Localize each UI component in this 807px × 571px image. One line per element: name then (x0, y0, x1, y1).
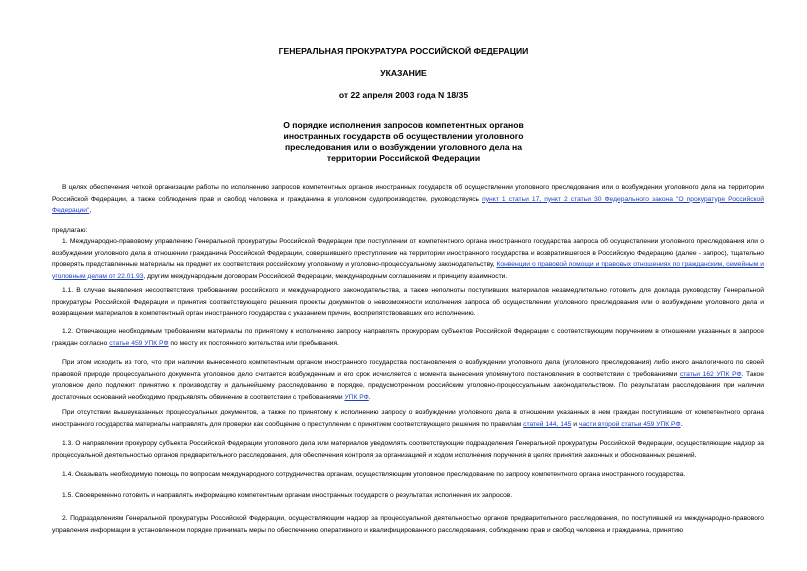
upk-article-459-part2-link[interactable]: части второй статьи 459 УПК РФ (578, 420, 681, 428)
paragraph-1: 1. Международно-правовому управлению Генеральной прокуратуры Российской Федерации при поступлении от компетентного органа иностранного государства запроса об осуществлении уголовного преследования или о возбуждении уголовного дела в отношении гражданина Российской Федерации, совершившего преступление на территории иностранного государства и возвратившегося в Российскую Федерацию (далее - запрос), тщательно проверять представленные материалы на предмет их соответствия российскому уголовному и уголовно-процессуальному законодательству, Конвенции о правовой помощи и правовых отношениях по гражданским, семейным и уголовным делам от 22.01.93, другим международным договорам Российской Федерации, международным соглашениям и принципу взаимности. (52, 238, 764, 280)
law-on-prosecution-link[interactable]: пункт 1 статьи 17, пункт 2 статьи 30 Федерального закона "О прокуратуре Российской Федерации" (52, 195, 764, 214)
paragraph-1-1: 1.1. В случае выявления несоответствия требованиям российского и международного законодательства, а также неполноты поступивших материалов незамедлительно готовить для доклада руководству Генеральной прокуратуры Российской Федерации и принятия соответствующего решения проекты документов о невозможности исполнения запроса об осуществлении уголовного преследования или о возбуждении уголовного дела и возвращении материалов в компетентный орган иностранного государства с указанием причин, воспрепятствовавших его исполнению. (52, 287, 764, 317)
upk-link[interactable]: УПК РФ (344, 393, 369, 401)
doc-title-line: территории Российской Федерации (326, 153, 481, 163)
upk-article-459-link[interactable]: статье 459 УПК РФ (109, 339, 169, 347)
paragraph-absence: При отсутствии вышеуказанных процессуальных документов, а также по принятому к исполнению запросу о возбуждении уголовного дела в отношении указанных в нем граждан поступившие от компетентного органа иностранного государства материалы направлять для проверки как сообщение о преступлении с принятием соответствующего решения по правилам статей 144, 145 и части второй статьи 459 УПК РФ. (52, 409, 764, 428)
doc-date-number: от 22 апреля 2003 года N 18/35 (338, 90, 469, 100)
paragraph-1-3: 1.3. О направлении прокурору субъекта Российской Федерации уголовного дела или материалов уведомлять соответствующие подразделения Генеральной прокуратуры Российской Федерации, осуществляющие надзор за процессуальной деятельностью органов предварительного расследования, для обеспечения контроля за организацией и ходом исполнения поручения в целях принятия законных и обоснованных решений. (52, 440, 764, 459)
convention-link[interactable]: Конвенции о правовой помощи и правовых отношениях по гражданским, семейным и уголовным делам от 22.01.93 (52, 261, 764, 280)
proposes-line: предлагаю: (52, 227, 88, 234)
paragraph-1-4: 1.4. Оказывать необходимую помощь по вопросам международного сотрудничества органам, осуществляющим уголовное преследование по запросу компетентного органа иностранного государства. (62, 471, 686, 478)
upk-article-162-link[interactable]: статьи 162 УПК РФ (679, 370, 742, 378)
paragraph-2: 2. Подразделениям Генеральной прокуратуры Российской Федерации, осуществляющим надзор за процессуальной деятельностью органов предварительного расследования, по поступившей из международно-правового управления информации в установленном порядке принимать меры по обеспечению оперативного и квалифицированного расследования, соблюдению прав и свобод человека и гражданина, принятию (52, 515, 764, 534)
doc-title-line: преследования или о возбуждении уголовного дела на (284, 142, 523, 152)
articles-144-145-link[interactable]: статей 144, 145 (523, 420, 572, 428)
org-heading: ГЕНЕРАЛЬНАЯ ПРОКУРАТУРА РОССИЙСКОЙ ФЕДЕРАЦИИ (278, 46, 529, 56)
doc-title-line: иностранных государств об осуществлении уголовного (283, 131, 524, 141)
paragraph-proceedings: При этом исходить из того, что при наличии вынесенного компетентным органом иностранного государства постановления о возбуждении уголовного дела (уголовного преследования) либо иного аналогичного по своей правовой природе процессуального документа уголовное дело считается возбужденным и его срок исчисляется с момента вынесения упомянутого постановления в соответствии с требованиями статьи 162 УПК РФ. Такое уголовное дело подлежит принятию к производству и дальнейшему расследованию в порядке, предусмотренном российским уголовно-процессуальным законодательством. По результатам расследования при наличии достаточных оснований необходимо предъявлять обвинение в соответствии с требованиями УПК РФ. (52, 359, 764, 401)
doc-title-line: О порядке исполнения запросов компетентных органов (283, 120, 524, 130)
paragraph-1-5: 1.5. Своевременно готовить и направлять информацию компетентным органам иностранных государств о результатах исполнения их запросов. (62, 492, 513, 499)
preamble-paragraph: В целях обеспечения четкой организации работы по исполнению запросов компетентных органов иностранных государств об осуществлении уголовного преследования или о возбуждении уголовного дела на территории Российской Федерации, а также соблюдения прав и свобод человека и гражданина в уголовном судопроизводстве, руководствуясь пункт 1 статьи 17, пункт 2 статьи 30 Федерального закона "О прокуратуре Российской Федерации", (52, 184, 764, 214)
paragraph-1-2: 1.2. Отвечающие необходимым требованиям материалы по принятому к исполнению запросу направлять прокурорам субъектов Российской Федерации с соответствующим поручением в отношении указанных в запросе граждан согласно статье 459 УПК РФ по месту их постоянного жительства или пребывания. (52, 328, 764, 347)
doc-type-heading: УКАЗАНИЕ (380, 68, 427, 78)
